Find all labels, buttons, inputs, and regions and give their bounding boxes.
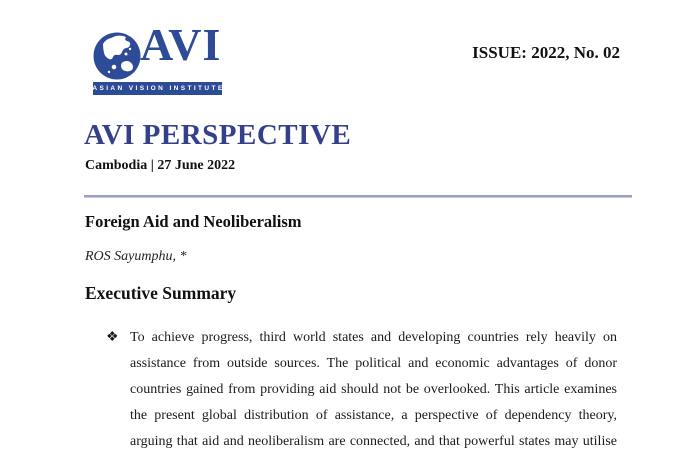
summary-line: the present global distribution of assistance, a perspective of dependency theory, <box>130 408 617 423</box>
article-title: Foreign Aid and Neoliberalism <box>85 212 302 231</box>
author-byline: ROS Sayumphu, * <box>85 249 187 264</box>
publication-title: AVI PERSPECTIVE <box>84 119 352 151</box>
logo-tagline-bar <box>92 82 225 95</box>
summary-line: countries gained from providing aid should not be overlooked. This article examines <box>130 382 617 397</box>
logo-tagline: ASIAN VISION INSTITUTE <box>92 85 225 92</box>
dateline: Cambodia | 27 June 2022 <box>85 158 236 173</box>
issue-label: ISSUE: 2022, No. 02 <box>472 43 620 62</box>
logo-acronym: AVI <box>140 19 222 70</box>
horizontal-divider <box>84 195 632 198</box>
summary-line: To achieve progress, third world states and developing countries rely heavily on <box>130 330 617 345</box>
globe-asia-icon <box>93 32 141 80</box>
summary-line: assistance from outside sources. The political and economic advantages of donor <box>130 356 617 371</box>
executive-summary-paragraph <box>130 325 617 450</box>
section-heading: Executive Summary <box>85 283 237 303</box>
summary-line: arguing that aid and neoliberalism are connected, and that powerful states may utilise <box>130 434 617 449</box>
bullet-diamond-icon: ❖ <box>106 330 119 345</box>
